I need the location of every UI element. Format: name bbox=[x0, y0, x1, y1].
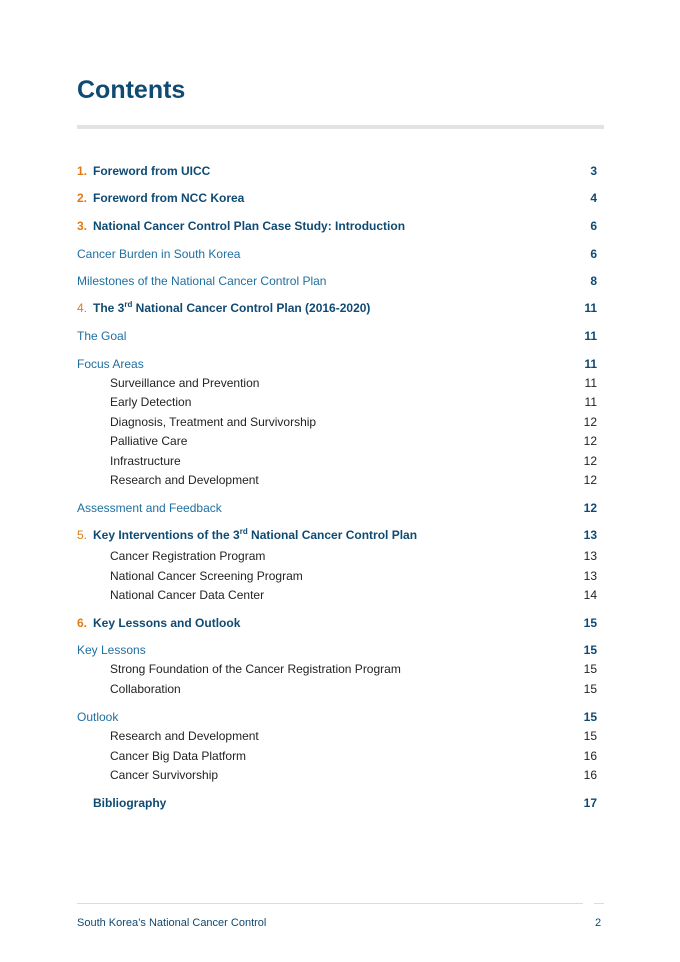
toc-page-number: 14 bbox=[583, 588, 597, 602]
toc-page-number: 16 bbox=[583, 768, 597, 782]
toc-page-number: 4 bbox=[590, 191, 597, 205]
toc-label-superscript: rd bbox=[239, 527, 248, 536]
toc-entry-outlook[interactable] bbox=[77, 708, 597, 726]
toc-label: Milestones of the National Cancer Control Plan bbox=[77, 274, 327, 288]
toc-number: 5. bbox=[77, 528, 88, 542]
toc-subentry-surveillance[interactable] bbox=[77, 374, 597, 392]
toc-label: Research and Development bbox=[110, 729, 259, 743]
toc-entry-the-goal[interactable] bbox=[77, 327, 597, 345]
toc-page-number: 6 bbox=[590, 247, 597, 261]
toc-subentry-early-detection[interactable] bbox=[77, 393, 597, 411]
toc-page-number: 8 bbox=[590, 274, 597, 288]
toc-page-number: 15 bbox=[583, 729, 597, 743]
toc-entry-bibliography[interactable] bbox=[77, 794, 597, 812]
toc-label: Palliative Care bbox=[110, 434, 188, 448]
toc-subentry-research-development[interactable] bbox=[77, 471, 597, 489]
footer-page-number: 2 bbox=[595, 917, 602, 929]
toc-label: Assessment and Feedback bbox=[77, 501, 222, 515]
toc-page-number: 17 bbox=[583, 796, 597, 810]
toc-label-part: National Cancer Control Plan (2016-2020) bbox=[132, 301, 371, 315]
toc-label: Early Detection bbox=[110, 395, 192, 409]
toc-page-number: 11 bbox=[584, 376, 597, 390]
toc-label: Focus Areas bbox=[77, 357, 144, 371]
toc-label: National Cancer Screening Program bbox=[110, 569, 303, 583]
toc-subentry-collaboration[interactable] bbox=[77, 680, 597, 698]
toc-page-number: 15 bbox=[583, 662, 597, 676]
toc-label: National Cancer Data Center bbox=[110, 588, 265, 602]
toc-subentry-data-center[interactable] bbox=[77, 586, 597, 604]
toc-page-number: 12 bbox=[583, 454, 597, 468]
footer-title: South Korea’s National Cancer Control bbox=[77, 917, 267, 929]
toc-entry-third-plan[interactable] bbox=[77, 299, 597, 317]
toc-label-part: Key Interventions of the 3 bbox=[93, 528, 240, 542]
toc-entry-focus-areas[interactable] bbox=[77, 355, 597, 373]
toc-page-number: 11 bbox=[584, 395, 597, 409]
title-divider bbox=[77, 125, 604, 129]
toc-label: Diagnosis, Treatment and Survivorship bbox=[110, 415, 317, 429]
toc-page-number: 12 bbox=[583, 434, 597, 448]
toc-page-number: 15 bbox=[583, 643, 597, 657]
toc-page-number: 11 bbox=[584, 301, 597, 315]
toc-label: Cancer Burden in South Korea bbox=[77, 247, 241, 261]
toc-number: 2. bbox=[77, 191, 88, 205]
footer-divider-page bbox=[594, 903, 604, 904]
toc-page-number: 16 bbox=[583, 749, 597, 763]
toc-label-part: National Cancer Control Plan bbox=[247, 528, 418, 542]
toc-entry-key-interventions[interactable] bbox=[77, 526, 597, 544]
toc-page-number: 13 bbox=[583, 569, 597, 583]
toc-subentry-survivorship[interactable] bbox=[77, 766, 597, 784]
toc-subentry-palliative[interactable] bbox=[77, 432, 597, 450]
toc-number: 6. bbox=[77, 616, 88, 630]
toc-number: 1. bbox=[77, 164, 88, 178]
toc-page-number: 15 bbox=[583, 710, 597, 724]
toc-page-number: 13 bbox=[583, 549, 597, 563]
toc-label: Foreword from NCC Korea bbox=[93, 191, 245, 205]
toc-label: Key Lessons and Outlook bbox=[93, 616, 241, 630]
page-title: Contents bbox=[77, 76, 186, 104]
toc-subentry-screening[interactable] bbox=[77, 567, 597, 585]
toc-label: Bibliography bbox=[93, 796, 167, 810]
toc-label: Key Lessons bbox=[77, 643, 146, 657]
toc-label: Cancer Survivorship bbox=[110, 768, 219, 782]
toc-subentry-diagnosis[interactable] bbox=[77, 413, 597, 431]
toc-page-number: 13 bbox=[583, 528, 597, 542]
toc-page-number: 12 bbox=[583, 415, 597, 429]
toc-subentry-infrastructure[interactable] bbox=[77, 452, 597, 470]
toc-page-number: 3 bbox=[590, 164, 597, 178]
toc-label-superscript: rd bbox=[124, 300, 133, 309]
toc-label: Collaboration bbox=[110, 682, 181, 696]
toc-entry-case-study[interactable] bbox=[77, 217, 597, 235]
toc-entry-cancer-burden[interactable] bbox=[77, 245, 597, 263]
toc-entry-foreword-uicc[interactable] bbox=[77, 162, 597, 180]
toc-entry-key-lessons[interactable] bbox=[77, 641, 597, 659]
footer-divider bbox=[77, 903, 583, 904]
toc-label: Outlook bbox=[77, 710, 119, 724]
toc-label: Infrastructure bbox=[110, 454, 181, 468]
toc-label bbox=[93, 526, 417, 544]
toc-entry-lessons-outlook[interactable] bbox=[77, 614, 597, 632]
toc-page-number: 15 bbox=[583, 616, 597, 630]
toc-page-number: 6 bbox=[590, 219, 597, 233]
toc-entry-foreword-ncc[interactable] bbox=[77, 189, 597, 207]
toc-subentry-research-development[interactable] bbox=[77, 727, 597, 745]
toc-subentry-strong-foundation[interactable] bbox=[77, 660, 597, 678]
toc-label: Strong Foundation of the Cancer Registration Program bbox=[110, 662, 401, 676]
toc-page-number: 11 bbox=[584, 329, 597, 343]
toc-label: National Cancer Control Plan Case Study: Introduction bbox=[93, 219, 406, 233]
toc-label: The Goal bbox=[77, 329, 127, 343]
toc-entry-milestones[interactable] bbox=[77, 272, 597, 290]
toc-label: Cancer Registration Program bbox=[110, 549, 266, 563]
toc-subentry-registration[interactable] bbox=[77, 547, 597, 565]
toc-subentry-big-data[interactable] bbox=[77, 747, 597, 765]
toc-page-number: 15 bbox=[583, 682, 597, 696]
toc-label: Research and Development bbox=[110, 473, 259, 487]
toc-label-part: The 3 bbox=[93, 301, 125, 315]
toc-entry-assessment[interactable] bbox=[77, 499, 597, 517]
toc-number: 4. bbox=[77, 301, 88, 315]
toc-number: 3. bbox=[77, 219, 88, 233]
toc-label bbox=[93, 299, 370, 317]
toc-label: Foreword from UICC bbox=[93, 164, 211, 178]
toc-label: Cancer Big Data Platform bbox=[110, 749, 247, 763]
toc-page-number: 12 bbox=[583, 473, 597, 487]
toc-page-number: 11 bbox=[584, 357, 597, 371]
toc-page-number: 12 bbox=[583, 501, 597, 515]
toc-label: Surveillance and Prevention bbox=[110, 376, 260, 390]
